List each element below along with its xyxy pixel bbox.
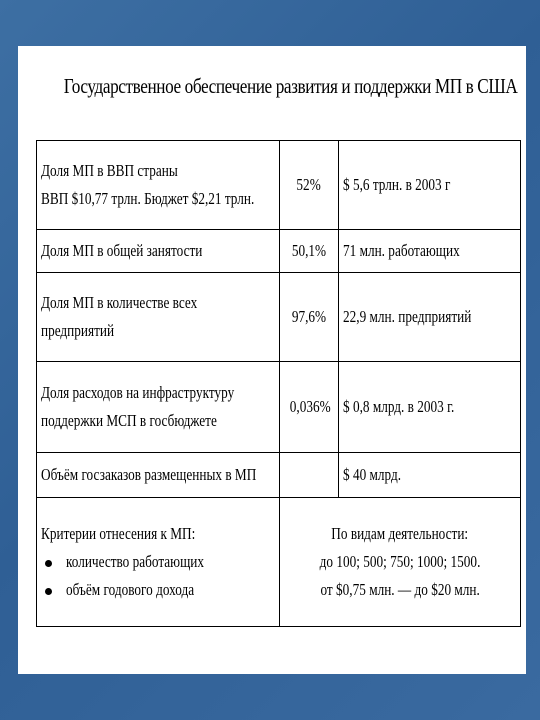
criteria-cell <box>37 498 280 627</box>
row-percent <box>280 453 339 498</box>
support-table <box>36 140 521 627</box>
row-percent: 52% <box>280 141 339 230</box>
row-label-line: Доля МП в количестве всех <box>41 293 198 312</box>
table-row <box>37 230 521 273</box>
criteria-line: от $0,75 млн. — до $20 млн. <box>320 580 480 599</box>
row-label-line: Доля МП в ВВП страны <box>41 161 178 180</box>
row-label <box>37 453 280 498</box>
criteria-line: до 100; 500; 750; 1000; 1500. <box>319 552 481 571</box>
bullet-icon <box>45 560 52 567</box>
table-row <box>37 141 521 230</box>
criteria-line: По видам деятельности: <box>331 524 469 543</box>
table-row <box>37 453 521 498</box>
row-detail: 71 млн. работающих <box>339 230 521 273</box>
row-detail: 22,9 млн. предприятий <box>339 273 521 362</box>
table-row <box>37 273 521 362</box>
slide-title: Государственное обеспечение развития и поддержки МП в США <box>63 74 518 98</box>
row-label-line: предприятий <box>41 321 115 340</box>
row-label-line: поддержки МСП в госбюджете <box>41 411 217 430</box>
row-detail: $ 5,6 трлн. в 2003 г <box>339 141 521 230</box>
row-label <box>37 141 280 230</box>
criteria-bullet: количество работающих <box>41 548 275 576</box>
row-label <box>37 362 280 453</box>
row-detail: $ 0,8 млрд. в 2003 г. <box>339 362 521 453</box>
row-percent: 50,1% <box>280 230 339 273</box>
row-label-line: Доля МП в общей занятости <box>41 241 203 260</box>
criteria-heading: Критерии отнесения к МП: <box>41 524 196 543</box>
row-label <box>37 230 280 273</box>
row-percent: 97,6% <box>280 273 339 362</box>
row-label <box>37 273 280 362</box>
criteria-values-cell <box>280 498 521 627</box>
slide <box>18 46 526 674</box>
bullet-icon <box>45 588 52 595</box>
table-row <box>37 362 521 453</box>
row-label-line: Объём госзаказов размещенных в МП <box>41 465 257 484</box>
row-label-line: ВВП $10,77 трлн. Бюджет $2,21 трлн. <box>41 189 255 208</box>
row-detail: $ 40 млрд. <box>339 453 521 498</box>
criteria-bullet: объём годового дохода <box>41 576 275 604</box>
table-row-criteria <box>37 498 521 627</box>
row-label-line: Доля расходов на инфраструктуру <box>41 383 235 402</box>
row-percent: 0,036% <box>280 362 339 453</box>
